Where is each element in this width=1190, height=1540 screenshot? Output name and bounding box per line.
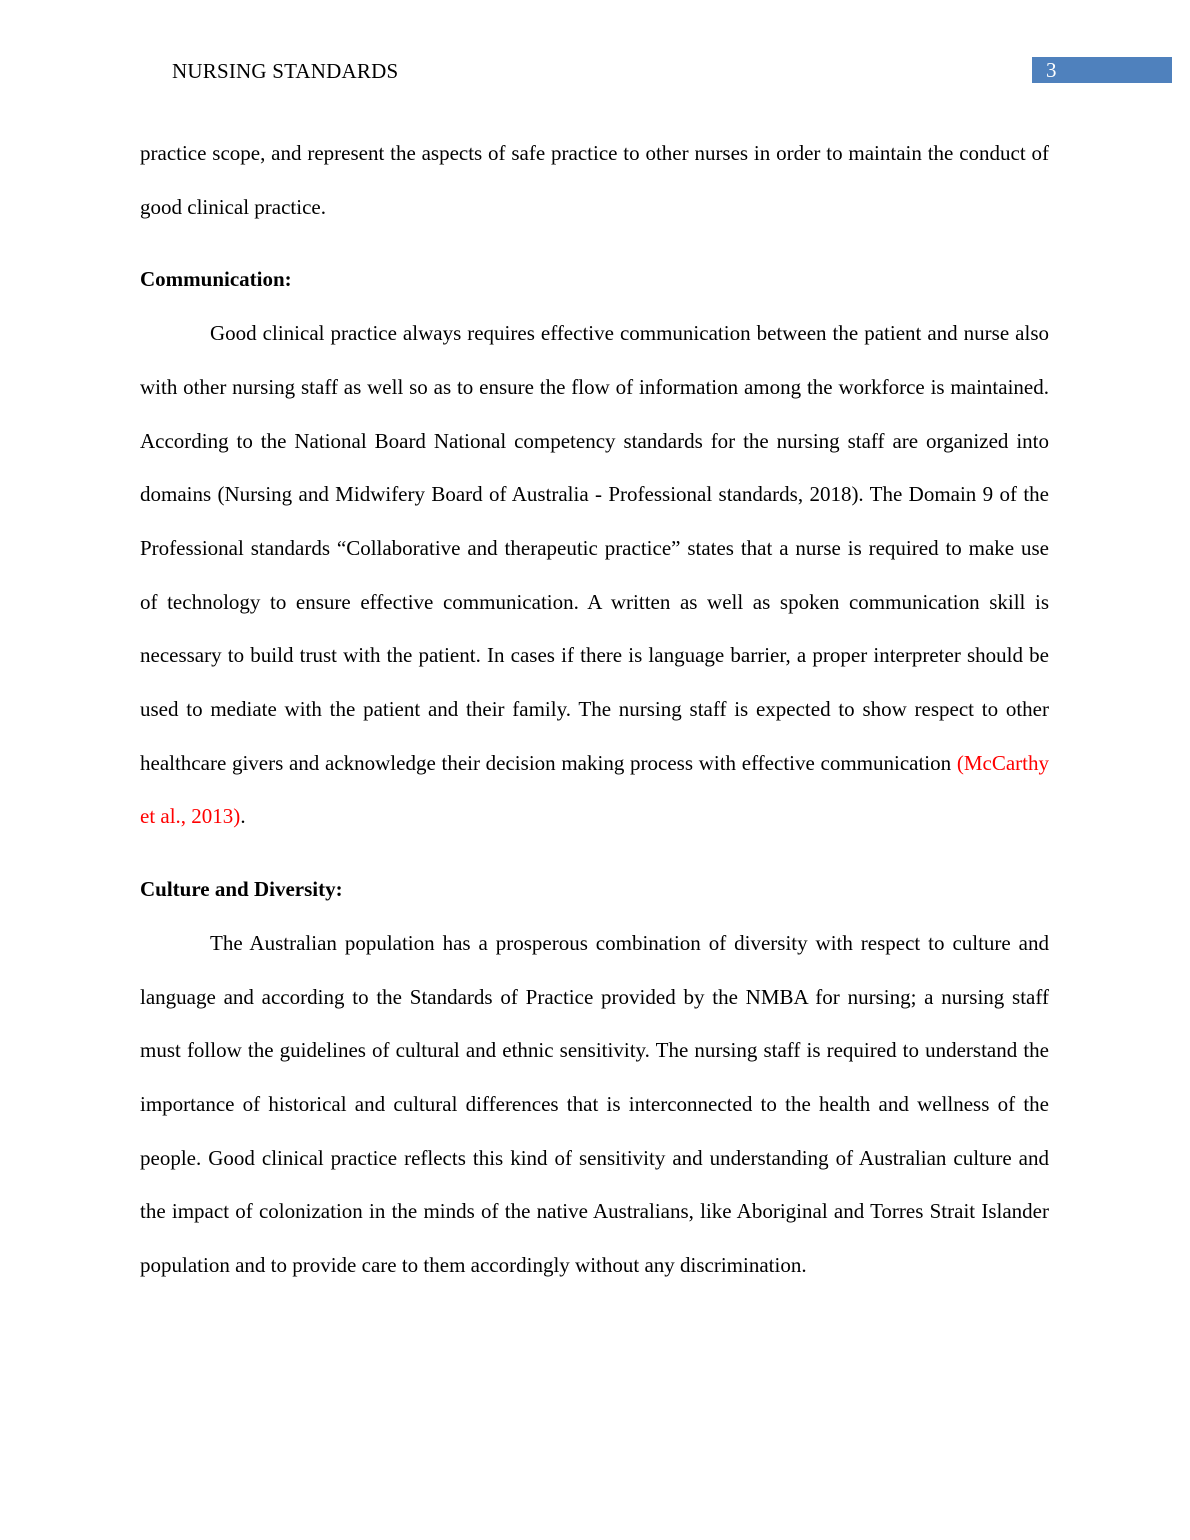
page-number-badge (1032, 57, 1172, 83)
citation-mccarthy: (McCarthy et al., 2013) (140, 750, 1050, 829)
citation-period: . (240, 804, 246, 829)
page-number: 3 (1046, 58, 1057, 82)
communication-text: Good clinical practice always requires effective communication between the patient and nurse also with other nursing staff as well so as to ensure the flow of information among the workforce is maintained. According to the National Board National competency standards for the nursing staff are organized into domains (Nursing and Midwifery Board of Australia - Professional standards, 2018). The Domain 9 of the Professional standards “Collaborative and therapeutic practice” states that a nurse is required to make use of technology to ensure effective communication. A written as well as spoken communication skill is necessary to build trust with the patient. In cases if there is language barrier, a proper interpreter should be used to mediate with the patient and their family. The nursing staff is expected to show respect to other healthcare givers and acknowledge their decision making process with effective communication (140, 321, 1049, 775)
communication-paragraph (140, 307, 1049, 844)
section-heading-communication: Communication: (140, 267, 292, 292)
section-heading-culture-diversity: Culture and Diversity: (140, 877, 343, 902)
culture-diversity-paragraph: The Australian population has a prosperous combination of diversity with respect to culture and language and according to the Standards of Practice provided by the NMBA for nursing; a nursing staff must follow the guidelines of cultural and ethnic sensitivity. The nursing staff is required to understand the importance of historical and cultural differences that is interconnected to the health and wellness of the people. Good clinical practice reflects this kind of sensitivity and understanding of Australian culture and the impact of colonization in the minds of the native Australians, like Aboriginal and Torres Strait Islander population and to provide care to them accordingly without any discrimination. (140, 930, 1049, 1278)
intro-paragraph: practice scope, and represent the aspects of safe practice to other nurses in order to maintain the conduct of good clinical practice. (140, 141, 1049, 219)
document-body (140, 127, 1049, 1293)
running-header-title: NURSING STANDARDS (172, 59, 399, 83)
